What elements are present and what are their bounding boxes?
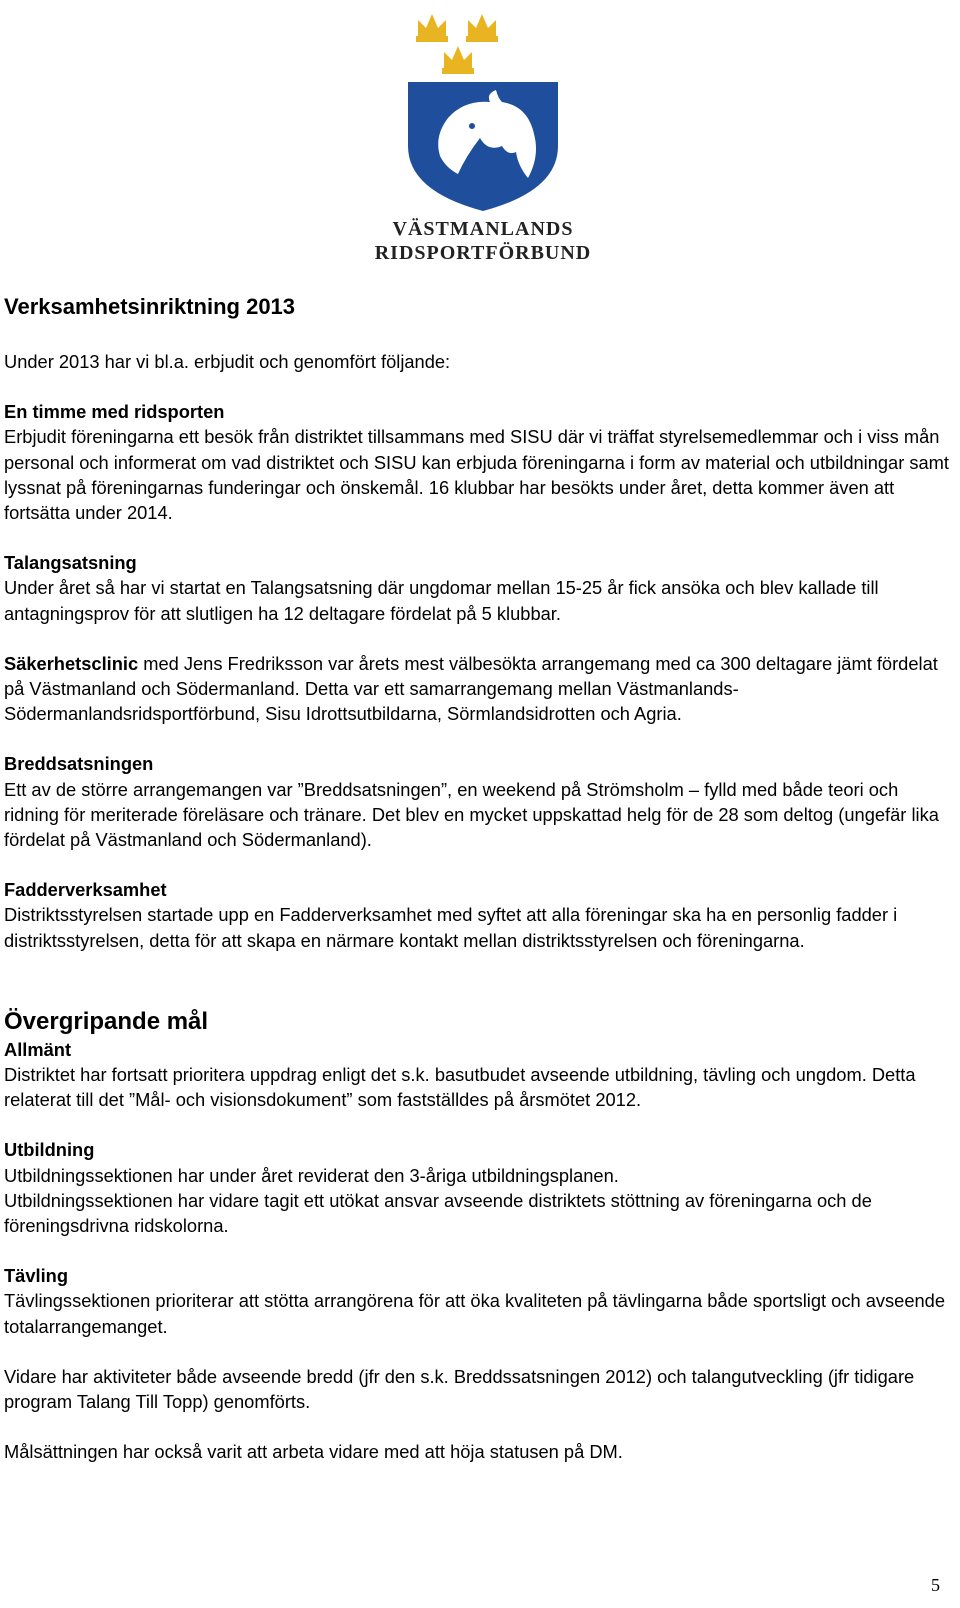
- section-heading: Fadderverksamhet: [4, 879, 167, 901]
- section-utbildning: [4, 1137, 954, 1238]
- crest-graphic: [368, 6, 598, 216]
- section-text: Tävlingssektionen prioriterar att stötta arrangörena för att öka kvaliteten på tävlingarna både sportsligt och avseende totalarrangemanget.: [4, 1290, 946, 1337]
- section-text: Utbildningssektionen har under året reviderat den 3-åriga utbildningsplanen.: [4, 1164, 619, 1186]
- section-heading: Breddsatsningen: [4, 753, 154, 775]
- section-talangsatsning: [4, 550, 954, 626]
- logo-line-2: RIDSPORTFÖRBUND: [374, 242, 592, 264]
- section-lead: Säkerhetsclinic: [4, 652, 139, 674]
- section-allmant: [4, 1037, 954, 1113]
- goals-heading: Övergripande mål: [4, 1007, 209, 1035]
- section-text: Erbjudit föreningarna ett besök från distriktet tillsammans med SISU där vi träffat styrelsemedlemmar och i viss mån personal och informerat om vad distriktet och SISU kan erbjuda föreningarna i form av material och utbildningar samt lyssnat på föreningarnas funderingar och önskemål. 16 klubbar har besökts under året, detta kommer även att fortsätta under 2014.: [4, 426, 949, 524]
- section-heading: Tävling: [4, 1265, 68, 1287]
- document-body: [4, 290, 954, 1465]
- crown-icon: [416, 14, 448, 42]
- section-heading: Utbildning: [4, 1139, 95, 1161]
- section-heading: En timme med ridsporten: [4, 401, 225, 423]
- crown-icon: [442, 46, 474, 74]
- logo-line-1: VÄSTMANLANDS: [392, 218, 574, 240]
- section-en-timme: [4, 399, 954, 525]
- vidare-text: Vidare har aktiviteter både avseende bredd (jfr den s.k. Breddssatsningen 2012) och talangutveckling (jfr tidigare program Talang Till Topp) genomförts.: [4, 1365, 915, 1413]
- section-text: Under året så har vi startat en Talangsatsning där ungdomar mellan 15-25 år fick ansöka och blev kallade till antagningsprov för att slutligen ha 12 deltagare fördelat på 5 klubbar.: [4, 577, 879, 624]
- section-fadderverksamhet: [4, 877, 954, 953]
- district-logo: [368, 6, 598, 264]
- section-heading: Allmänt: [4, 1038, 72, 1060]
- section-text: Ett av de större arrangemangen var ”Breddsatsningen”, en weekend på Strömsholm – fylld med både teori och ridning för meriterade föreläsare och tränare. Det blev en mycket uppskattad helg för de 28 som deltog (ungefär lika fördelat på Västmanland och Södermanland).: [4, 778, 939, 851]
- intro-text: Under 2013 har vi bl.a. erbjudit och genomfört följande:: [4, 351, 451, 372]
- section-text: Distriktet har fortsatt prioritera uppdrag enligt det s.k. basutbudet avseende utbildning, tävling och ungdom. Detta relaterat till det ”Mål- och visionsdokument” som fastställdes på årsmötet 2012.: [4, 1064, 916, 1111]
- section-breddsatsningen: [4, 751, 954, 852]
- section-heading: Talangsatsning: [4, 552, 137, 574]
- crown-icon: [466, 14, 498, 42]
- page-title: Verksamhetsinriktning 2013: [4, 294, 296, 319]
- malsattning-text: Målsättningen har också varit att arbeta vidare med att höja statusen på DM.: [4, 1441, 623, 1463]
- section-text: Utbildningssektionen har vidare tagit ett utökat ansvar avseende distriktets stöttning av föreningarna och de föreningsdrivna ridskolorna.: [4, 1189, 872, 1237]
- section-text: med Jens Fredriksson var årets mest välbesökta arrangemang med ca 300 deltagare jämt fördelat på Västmanland och Södermanland. Detta var ett samarrangemang mellan Västmanlands- Södermanlandsridsportförbund, Sisu Idrottsutbildarna, Sörmlandsidrotten och Agria.: [4, 652, 938, 725]
- section-text: Distriktsstyrelsen startade upp en Fadderverksamhet med syftet att alla föreningar ska ha en personlig fadder i distriktsstyrelsen, detta för att skapa en närmare kontakt mellan distriktsstyrelsen och föreningarna.: [4, 904, 898, 951]
- section-tavling: [4, 1263, 954, 1339]
- section-sakerhetsclinic: [4, 651, 954, 727]
- page-number: 5: [931, 1575, 940, 1595]
